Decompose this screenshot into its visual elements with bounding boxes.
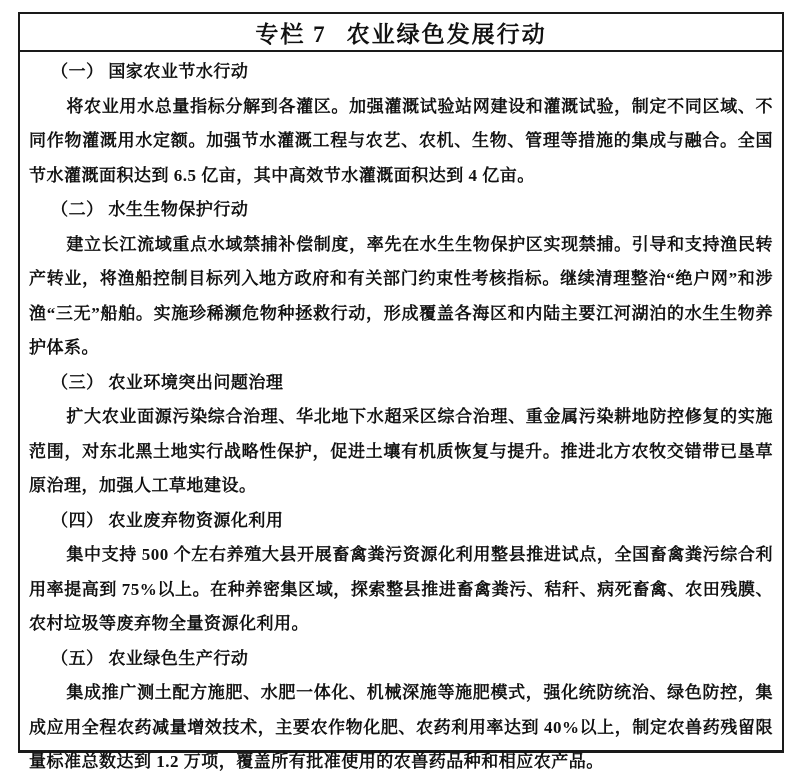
section-2-heading: （二） 水生生物保护行动 bbox=[51, 200, 249, 219]
section-4-paragraph: 集中支持 500 个左右养殖大县开展畜禽粪污资源化利用整县推进试点，全国畜禽粪污综合利用率提高到 75%以上。在种养密集区域，探索整县推进畜禽粪污、秸秆、病死畜禽、农田残膜、农村垃圾等废弃物全量资源化利用。 bbox=[29, 545, 773, 633]
section-5 bbox=[29, 642, 773, 780]
section-2 bbox=[29, 193, 773, 366]
section-4 bbox=[29, 504, 773, 642]
section-3-heading: （三） 农业环境突出问题治理 bbox=[51, 372, 284, 392]
section-5-heading: （五） 农业绿色生产行动 bbox=[51, 648, 249, 668]
section-5-paragraph: 集成推广测土配方施肥、水肥一体化、机械深施等施肥模式，强化统防统治、绿色防控，集成应用全程农药减量增效技术，主要农作物化肥、农药利用率达到 40%以上，制定农兽药残留限量标准总数达到 1.2 万项，覆盖所有批准使用的农兽药品种和相应农产品。 bbox=[29, 683, 773, 771]
section-2-paragraph: 建立长江流域重点水域禁捕补偿制度，率先在水生生物保护区实现禁捕。引导和支持渔民转产转业，将渔船控制目标列入地方政府和有关部门约束性考核指标。继续清理整治“绝户网”和涉渔“三无”船舶。实施珍稀濒危物种拯救行动，形成覆盖各海区和内陆主要江河湖泊的水生生物养护体系。 bbox=[29, 234, 773, 357]
panel-title-label: 专栏 7 bbox=[255, 21, 327, 47]
section-1-paragraph: 将农业用水总量指标分解到各灌区。加强灌溉试验站网建设和灌溉试验，制定不同区域、不同作物灌溉用水定额。加强节水灌溉工程与农艺、农机、生物、管理等措施的集成与融合。全国节水灌溉面积达到 6.5 亿亩，其中高效节水灌溉面积达到 4 亿亩。 bbox=[29, 96, 773, 185]
column-panel bbox=[18, 12, 784, 771]
section-3-paragraph: 扩大农业面源污染综合治理、华北地下水超采区综合治理、重金属污染耕地防控修复的实施范围，对东北黑土地实行战略性保护，促进土壤有机质恢复与提升。推进北方农牧交错带已垦草原治理，加强人工草地建设。 bbox=[29, 407, 773, 495]
panel-body bbox=[20, 52, 782, 780]
section-1-heading: （一） 国家农业节水行动 bbox=[51, 62, 249, 81]
section-4-heading: （四） 农业废弃物资源化利用 bbox=[51, 510, 284, 530]
section-1 bbox=[29, 55, 773, 193]
panel-title bbox=[20, 14, 782, 52]
section-3 bbox=[29, 366, 773, 504]
panel-title-text: 农业绿色发展行动 bbox=[346, 21, 547, 47]
